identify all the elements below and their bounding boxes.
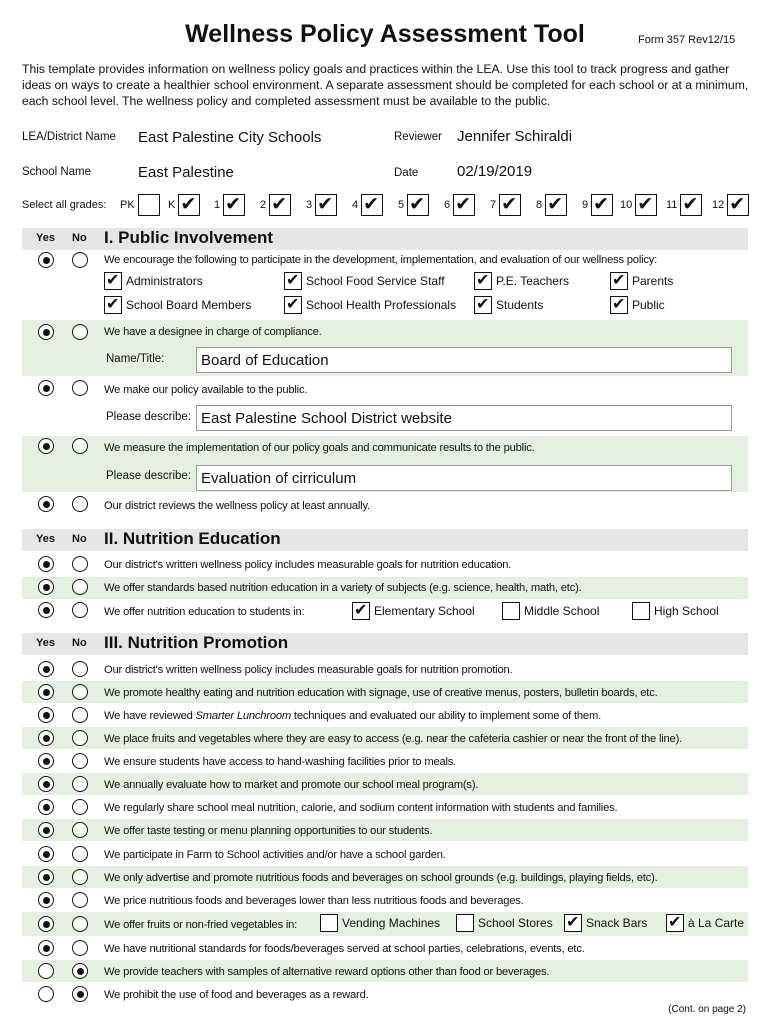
question-text: We offer standards based nutrition education in a variety of subjects (e.g. science, health, math, etc). [104,582,582,594]
yes-radio[interactable] [38,324,54,340]
yes-radio[interactable] [38,986,54,1002]
option[interactable] [632,602,719,620]
grade-label: 3 [306,199,313,211]
checkbox-label: Public [632,298,665,312]
grades-label: Select all grades: [22,199,107,211]
section-nutrition-promotion [22,633,748,655]
checkbox[interactable] [564,914,582,932]
checkbox[interactable] [502,602,520,620]
question-text: We provide teachers with samples of alternative reward options other than food or beverages. [104,966,550,978]
option[interactable] [610,272,673,290]
yes-radio[interactable] [38,869,54,885]
checkbox-label: Students [496,298,544,312]
grade-checkbox[interactable] [178,194,200,216]
question-text: We encourage the following to participate in the development, implementation, and evaluation of our wellness policy: [104,254,658,266]
no-radio[interactable] [72,602,88,618]
text-part: We have reviewed [104,710,196,722]
checkbox[interactable] [610,296,628,314]
option[interactable] [564,914,647,932]
grade-checkbox[interactable] [727,194,749,216]
checkbox-label: School Food Service Staff [306,274,445,288]
no-radio[interactable] [72,940,88,956]
grade-label: 7 [490,199,497,211]
option[interactable] [352,602,475,620]
grade-label: 10 [620,199,633,211]
grade-option[interactable] [120,193,160,217]
form-number: Form 357 Rev12/15 [638,34,736,46]
checkbox-label: Administrators [126,274,203,288]
school-field[interactable]: East Palestine [138,164,234,181]
yes-header: Yes [36,637,55,649]
grade-label: PK [120,199,135,211]
yes-radio[interactable] [38,846,54,862]
grade-checkbox[interactable] [545,194,567,216]
no-radio[interactable] [72,869,88,885]
checkbox[interactable] [284,272,302,290]
question-text: Our district reviews the wellness policy at least annually. [104,500,370,512]
question-row [22,554,748,576]
grade-option[interactable] [398,193,429,217]
no-radio[interactable] [72,846,88,862]
checkbox-label: Vending Machines [342,916,441,930]
grade-checkbox[interactable] [269,194,291,216]
question-row [22,866,748,888]
section-public-involvement [22,228,748,250]
yes-radio[interactable] [38,496,54,512]
lea-label: LEA/District Name [22,131,116,143]
question-row [22,436,748,492]
no-radio[interactable] [72,986,88,1002]
yes-radio[interactable] [38,940,54,956]
grade-label: 4 [352,199,359,211]
grade-label: 1 [214,199,221,211]
grade-checkbox[interactable] [223,194,245,216]
question-text: We place fruits and vegetables where they are easy to access (e.g. near the cafeteria cashier or near the front of the line). [104,733,683,745]
grade-checkbox[interactable] [407,194,429,216]
option[interactable] [456,914,553,932]
section-nutrition-education [22,529,748,551]
no-radio[interactable] [72,380,88,396]
checkbox[interactable] [320,914,338,932]
yes-radio[interactable] [38,707,54,723]
lea-field[interactable]: East Palestine City Schools [138,129,322,146]
grade-option[interactable] [168,193,200,217]
option[interactable] [474,272,569,290]
yes-radio[interactable] [38,916,54,932]
yes-radio[interactable] [38,753,54,769]
yes-header: Yes [36,533,55,545]
question-row [22,320,748,376]
question-row [22,250,748,318]
question-row [22,494,748,520]
date-label: Date [394,167,419,179]
question-row [22,750,748,772]
grade-label: 8 [536,199,543,211]
no-header: No [72,232,87,244]
describe-label: Please describe: [106,470,192,482]
grade-option[interactable] [444,193,475,217]
grade-checkbox[interactable] [680,194,702,216]
grade-checkbox[interactable] [361,194,383,216]
question-text: We annually evaluate how to market and promote our school meal program(s). [104,779,479,791]
grade-checkbox[interactable] [453,194,475,216]
grade-label: 6 [444,199,451,211]
no-radio[interactable] [72,916,88,932]
question-text: We price nutritious foods and beverages lower than less nutritious foods and beverages. [104,895,524,907]
grade-option[interactable] [352,193,383,217]
no-radio[interactable] [72,579,88,595]
checkbox[interactable] [104,272,122,290]
yes-radio[interactable] [38,661,54,677]
checkbox-label: Middle School [524,604,600,618]
yes-radio[interactable] [38,963,54,979]
no-radio[interactable] [72,438,88,454]
no-radio[interactable] [72,684,88,700]
yes-header: Yes [36,232,55,244]
name-title-field[interactable]: Board of Education [196,347,732,373]
grade-option[interactable] [490,193,521,217]
grade-checkbox[interactable] [499,194,521,216]
yes-radio[interactable] [38,438,54,454]
question-text: We offer nutrition education to students in: [104,606,305,618]
question-row [22,796,748,818]
yes-radio[interactable] [38,799,54,815]
section-title: III. Nutrition Promotion [104,633,289,652]
checkbox[interactable] [474,272,492,290]
question-text: We have a designee in charge of compliance. [104,326,322,338]
yes-radio[interactable] [38,252,54,268]
form-title: Wellness Policy Assessment Tool [185,20,585,48]
checkbox[interactable] [284,296,302,314]
name-title-label: Name/Title: [106,353,165,365]
no-radio[interactable] [72,963,88,979]
question-row [22,819,748,841]
checkbox[interactable] [610,272,628,290]
checkbox[interactable] [352,602,370,620]
no-radio[interactable] [72,799,88,815]
question-row [22,704,748,726]
no-radio[interactable] [72,252,88,268]
no-radio[interactable] [72,892,88,908]
yes-radio[interactable] [38,892,54,908]
grade-option[interactable] [582,193,613,217]
section-title: II. Nutrition Education [104,529,281,548]
no-radio[interactable] [72,556,88,572]
option[interactable] [474,296,543,314]
option[interactable] [502,602,599,620]
checkbox-label: School Board Members [126,298,252,312]
yes-radio[interactable] [38,579,54,595]
question-text: We prohibit the use of food and beverages as a reward. [104,989,369,1001]
question-text [104,710,601,722]
text-part: techniques and evaluated our ability to implement some of them. [291,710,601,722]
question-text: We make our policy available to the public. [104,384,308,396]
yes-radio[interactable] [38,556,54,572]
yes-radio[interactable] [38,730,54,746]
grade-label: 12 [712,199,725,211]
checkbox-label: à La Carte [688,916,745,930]
question-text: We ensure students have access to hand-washing facilities prior to meals. [104,756,457,768]
checkbox-label: Snack Bars [586,916,648,930]
question-row [22,600,748,624]
option[interactable] [104,272,203,290]
reviewer-field[interactable]: Jennifer Schiraldi [457,128,573,145]
question-row [22,681,748,703]
question-row [22,912,748,936]
checkbox[interactable] [474,296,492,314]
grade-label: K [168,199,176,211]
no-radio[interactable] [72,496,88,512]
continuation-note: (Cont. on page 2) [668,1004,746,1015]
grade-option[interactable] [712,193,749,217]
option[interactable] [320,914,440,932]
section-title: I. Public Involvement [104,228,274,247]
describe-field[interactable]: East Palestine School District website [196,405,732,431]
no-radio[interactable] [72,822,88,838]
no-header: No [72,637,87,649]
question-row [22,960,748,982]
describe-field[interactable]: Evaluation of cirriculum [196,465,732,491]
yes-radio[interactable] [38,776,54,792]
reviewer-label: Reviewer [394,131,442,143]
no-header: No [72,533,87,545]
question-text: We promote healthy eating and nutrition education with signage, use of creative menus, posters, bulletin boards, etc. [104,687,658,699]
grade-checkbox[interactable] [591,194,613,216]
grade-label: 5 [398,199,405,211]
question-text: We measure the implementation of our policy goals and communicate results to the public. [104,442,535,454]
grade-option[interactable] [620,193,657,217]
question-text: Our district's written wellness policy includes measurable goals for nutrition promotion. [104,664,513,676]
grade-option[interactable] [306,193,337,217]
no-radio[interactable] [72,776,88,792]
question-text: We participate in Farm to School activities and/or have a school garden. [104,849,446,861]
question-row [22,843,748,865]
grade-option[interactable] [260,193,291,217]
smarter-lunchroom-text: Smarter Lunchroom [195,710,292,722]
question-text: We only advertise and promote nutritious foods and beverages on school grounds (e.g. buildings, playing fields, etc). [104,872,658,884]
grade-option[interactable] [214,193,245,217]
no-radio[interactable] [72,661,88,677]
grade-checkbox[interactable] [635,194,657,216]
checkbox-label: Parents [632,274,674,288]
option[interactable] [284,272,445,290]
question-text: We regularly share school meal nutrition, calorie, and sodium content information with students and families. [104,802,618,814]
grade-label: 2 [260,199,267,211]
checkbox[interactable] [104,296,122,314]
grade-checkbox[interactable] [315,194,337,216]
checkbox-label: P.E. Teachers [496,274,569,288]
question-row [22,773,748,795]
question-text: Our district's written wellness policy includes measurable goals for nutrition education. [104,559,512,571]
grade-checkbox[interactable] [138,194,160,216]
option[interactable] [284,296,456,314]
grade-label: 11 [666,199,678,211]
no-radio[interactable] [72,753,88,769]
option[interactable] [666,914,744,932]
question-row [22,727,748,749]
checkbox-label: School Stores [478,916,553,930]
checkbox-label: School Health Professionals [306,298,457,312]
checkbox[interactable] [666,914,684,932]
no-radio[interactable] [72,324,88,340]
school-label: School Name [22,166,92,178]
grade-option[interactable] [666,193,702,217]
question-text: We offer taste testing or menu planning opportunities to our students. [104,825,433,837]
describe-label: Please describe: [106,411,192,423]
grade-option[interactable] [536,193,567,217]
yes-radio[interactable] [38,380,54,396]
option[interactable] [104,296,251,314]
question-row [22,658,748,680]
intro-text: This template provides information on wellness policy goals and practices within the LEA. Use this tool to track progress and gather ideas on ways to create a healthier school environment. A separate assessment should be completed for each school or at a minimum, each school level. The wellness policy and completed assessment must be available to the public. [22,62,749,108]
yes-radio[interactable] [38,822,54,838]
checkbox-label: High School [654,604,719,618]
question-text: We have nutritional standards for foods/beverages served at school parties, celebrations, events, etc. [104,943,585,955]
no-radio[interactable] [72,707,88,723]
checkbox-label: Elementary School [374,604,475,618]
question-row [22,937,748,959]
grade-label: 9 [582,199,589,211]
question-row [22,889,748,911]
date-field[interactable]: 02/19/2019 [457,163,533,180]
question-row [22,577,748,599]
question-row [22,983,748,1005]
yes-radio[interactable] [38,602,54,618]
option[interactable] [610,296,665,314]
grade-selector [22,193,762,219]
checkbox[interactable] [456,914,474,932]
checkbox[interactable] [632,602,650,620]
question-text: We offer fruits or non-fried vegetables in: [104,919,298,931]
question-row [22,378,748,434]
no-radio[interactable] [72,730,88,746]
yes-radio[interactable] [38,684,54,700]
